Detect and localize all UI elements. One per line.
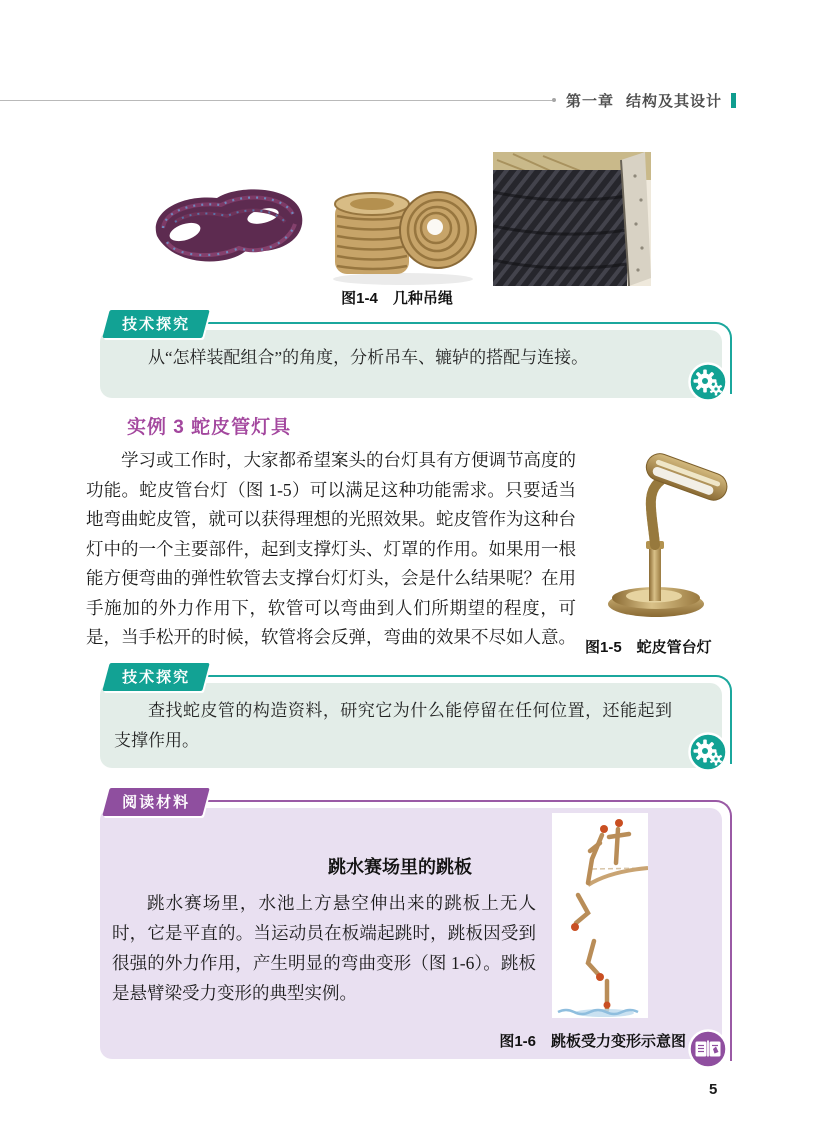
chapter-title: 结构及其设计 xyxy=(625,92,722,110)
reading-material-box xyxy=(100,788,732,1065)
example-3-heading: 实例 3 蛇皮管灯具 xyxy=(127,417,292,438)
figure-1-4 xyxy=(138,150,656,308)
gear-icon xyxy=(688,362,728,402)
box-fill xyxy=(100,683,722,768)
tech-explore-2-text: 查找蛇皮管的构造资料，研究它为什么能停留在任何位置，还能起到支撑作用。 xyxy=(114,701,672,750)
climbing-rope-image xyxy=(143,164,313,286)
reading-paragraph: 跳水赛场里，水池上方悬空伸出来的跳板上无人时，它是平直的。当运动员在板端起跳时，跳板因受到很强的外力作用，产生明显的弯曲变形（图 1-6）。跳板是悬臂梁受力变形的典型实例。 xyxy=(112,893,536,1003)
open-book-icon xyxy=(688,1029,728,1069)
chapter-header xyxy=(566,90,722,111)
figure-1-6-caption: 图1-6 跳板受力变形示意图 xyxy=(499,1033,686,1050)
hemp-rope-coils-image xyxy=(329,178,477,286)
reading-material-tag: 阅读材料 xyxy=(102,788,210,816)
gooseneck-lamp-image xyxy=(588,443,728,623)
header-rule xyxy=(0,100,552,101)
figure-1-4-images xyxy=(138,150,656,286)
figure-1-5 xyxy=(585,443,738,657)
header-accent-bar xyxy=(731,93,736,108)
figure-1-5-caption: 图1-5 蛇皮管台灯 xyxy=(585,639,712,656)
tech-explore-tag: 技术探究 xyxy=(102,310,210,338)
figure-1-4-caption: 图1-4 几种吊绳 xyxy=(341,290,453,307)
tech-explore-1-text: 从“怎样装配组合”的角度，分析吊车、辘轳的搭配与连接。 xyxy=(148,348,589,367)
page-header xyxy=(0,92,736,108)
page-number: 5 xyxy=(709,1081,718,1098)
chapter-number: 第一章 xyxy=(565,92,614,110)
tech-explore-tag: 技术探究 xyxy=(102,663,210,691)
tech-explore-box-2 xyxy=(100,663,732,768)
box-fill xyxy=(100,808,722,1059)
box-fill xyxy=(100,330,722,398)
header-rule-dot xyxy=(552,98,556,102)
example-3-paragraph: 学习或工作时，大家都希望案头的台灯具有方便调节高度的功能。蛇皮管台灯（图 1-5）可以满足这种功能需求。只要适当地弯曲蛇皮管，就可以获得理想的光照效果。蛇皮管作为这种台灯中的一个主要部件，起到支撑灯头、灯罩的作用。如果用一根能方便弯曲的弹性软管去支撑台灯灯头，会是什么结果呢？在用手施加的外力作用下，软管可以弯曲到人们所期望的程度，可是，当手松开的时候，软管将会反弹，弯曲的效果不尽如人意。 xyxy=(86,450,576,647)
diving-board-diagram-image xyxy=(552,813,648,1018)
gear-icon xyxy=(688,732,728,772)
steel-cable-spool-image xyxy=(493,152,651,286)
reading-title: 跳水赛场里的跳板 xyxy=(328,857,472,877)
tech-explore-box-1 xyxy=(100,310,732,398)
